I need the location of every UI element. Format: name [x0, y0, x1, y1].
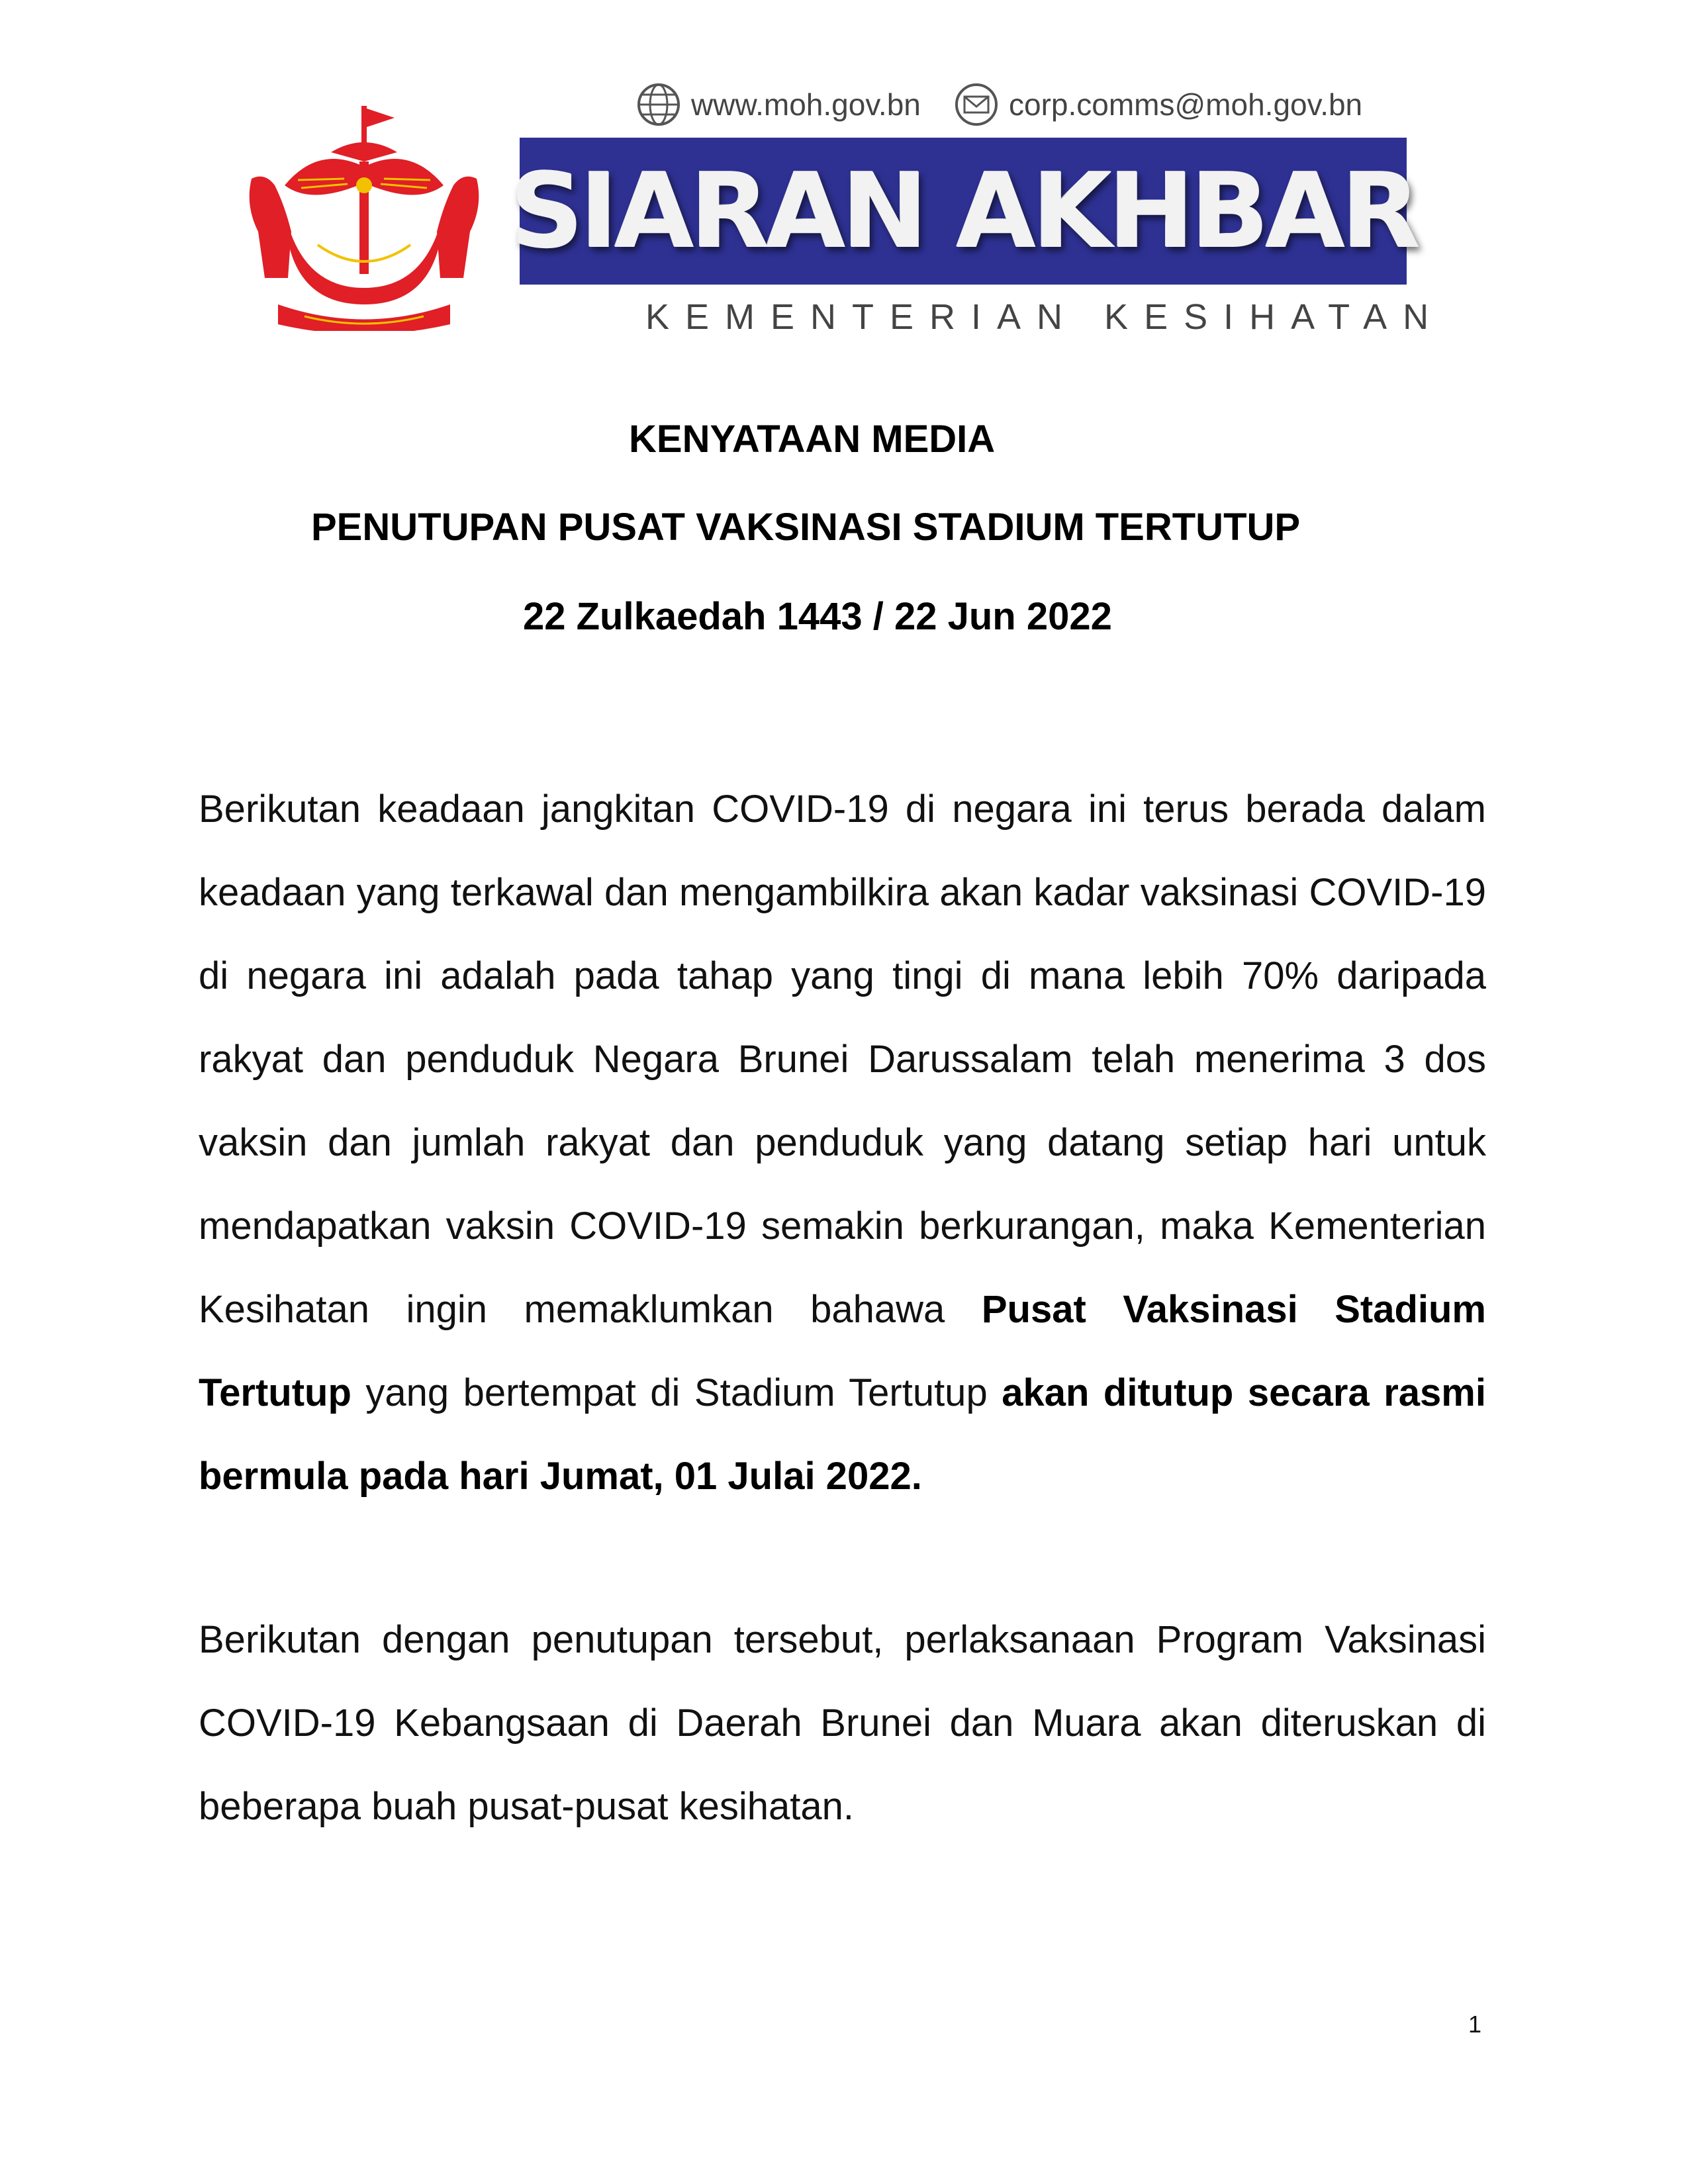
statement-heading: KENYATAAN MEDIA [629, 418, 996, 461]
email-address[interactable]: corp.comms@moh.gov.bn [1009, 87, 1363, 122]
document-header [0, 0, 1688, 371]
globe-icon [635, 81, 682, 128]
website-url[interactable]: www.moh.gov.bn [691, 87, 921, 122]
paragraph-1-bold-a: Pusat Vaksinasi Stadium Tertutup [199, 1288, 1487, 1414]
paragraph-1-text-a: Berikutan keadaan jangkitan COVID-19 di negara ini terus berada dalam keadaan yang terkawal dan mengambilkira akan kadar vaksinasi COVID-19 di negara ini adalah pada tahap yang tingi di mana lebih 70% daripada rakyat dan penduduk Negara Brunei Darussalam telah menerima 3 dos vaksin dan jumlah rakyat dan penduduk yang datang setiap hari untuk mendapatkan vaksin COVID-19 semakin berkurangan, maka Kementerian Kesihatan ingin memaklumkan bahawa [199, 788, 1486, 1331]
email-contact[interactable] [953, 78, 1362, 131]
statement-date: 22 Zulkaedah 1443 / 22 Jun 2022 [523, 595, 1112, 638]
paragraph-2: Berikutan dengan penutupan tersebut, perlaksanaan Program Vaksinasi COVID-19 Kebangsaan di Daerah Brunei dan Muara akan diteruskan di beberapa buah pusat-pusat kesihatan. [199, 1618, 1486, 1828]
ministry-subtitle: KEMENTERIAN KESIHATAN [645, 297, 1445, 337]
mail-icon [953, 81, 1000, 128]
website-contact[interactable] [635, 78, 921, 131]
brunei-crest-logo [238, 106, 490, 331]
siaran-akhbar-banner [509, 138, 1417, 285]
paragraph-1 [199, 768, 1486, 1518]
paragraph-1-text-b: yang bertempat di Stadium Tertutup [365, 1371, 988, 1414]
statement-subject: PENUTUPAN PUSAT VAKSINASI STADIUM TERTUTUP [311, 506, 1301, 549]
page-number: 1 [1468, 2011, 1482, 2038]
banner-title: SIARAN AKHBAR [509, 151, 1417, 271]
paragraph-1-bold-b: akan ditutup secara rasmi bermula pada hari Jumat, 01 Julai 2022. [199, 1371, 1486, 1498]
